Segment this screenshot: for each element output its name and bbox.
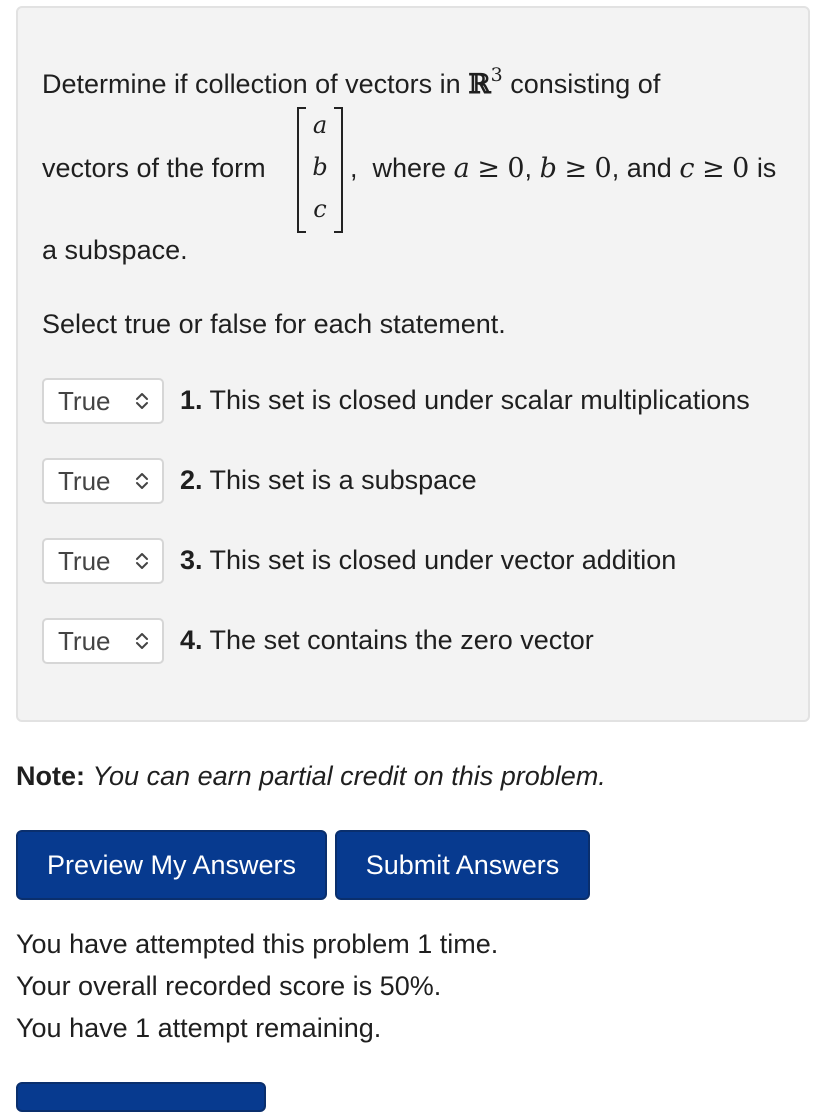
- column-vector: [297, 107, 343, 231]
- attempts-text: You have attempted this problem 1 time.: [16, 929, 499, 959]
- partial-credit-note: Note: You can earn partial credit on this problem.: [16, 761, 606, 791]
- statement-3: 3. This set is closed under vector addition: [180, 545, 677, 575]
- remaining-text: You have 1 attempt remaining.: [16, 1013, 382, 1043]
- select-value: True: [58, 545, 111, 576]
- space-exponent: 3: [490, 64, 503, 86]
- matrix-entry-c: c: [313, 195, 327, 223]
- problem-line-1: Determine if collection of vectors in ℝ$^3$ consisting of: [42, 64, 661, 100]
- submit-answers-button[interactable]: Submit Answers: [335, 830, 590, 900]
- chevron-up-down-icon: [134, 631, 150, 651]
- chevron-up-down-icon: [134, 391, 150, 411]
- preview-answers-button[interactable]: Preview My Answers: [16, 830, 327, 900]
- matrix-entry-a: a: [312, 111, 328, 139]
- real-space-symbol: ℝ: [468, 69, 491, 100]
- statement-4: 4. The set contains the zero vector: [180, 625, 594, 655]
- statement-2: 2. This set is a subspace: [180, 465, 477, 495]
- answer-select-2[interactable]: [42, 458, 164, 504]
- problem-panel: [16, 6, 810, 722]
- problem-condition: , where a ≥ 0, b ≥ 0, and c ≥ 0 is: [350, 153, 777, 184]
- problem-line-2: vectors of the form: [42, 153, 266, 183]
- statement-1: 1. This set is closed under scalar multiplications: [180, 385, 750, 415]
- next-button-partial[interactable]: [16, 1082, 266, 1112]
- select-value: True: [58, 385, 111, 416]
- select-value: True: [58, 625, 111, 656]
- matrix-entry-b: b: [312, 153, 328, 181]
- score-text: Your overall recorded score is 50%.: [16, 971, 442, 1001]
- answer-select-3[interactable]: [42, 538, 164, 584]
- answer-select-1[interactable]: [42, 378, 164, 424]
- select-value: True: [58, 465, 111, 496]
- problem-line-3: a subspace.: [42, 235, 188, 265]
- chevron-up-down-icon: [134, 471, 150, 491]
- chevron-up-down-icon: [134, 551, 150, 571]
- instruction: Select true or false for each statement.: [42, 309, 506, 339]
- answer-select-4[interactable]: [42, 618, 164, 664]
